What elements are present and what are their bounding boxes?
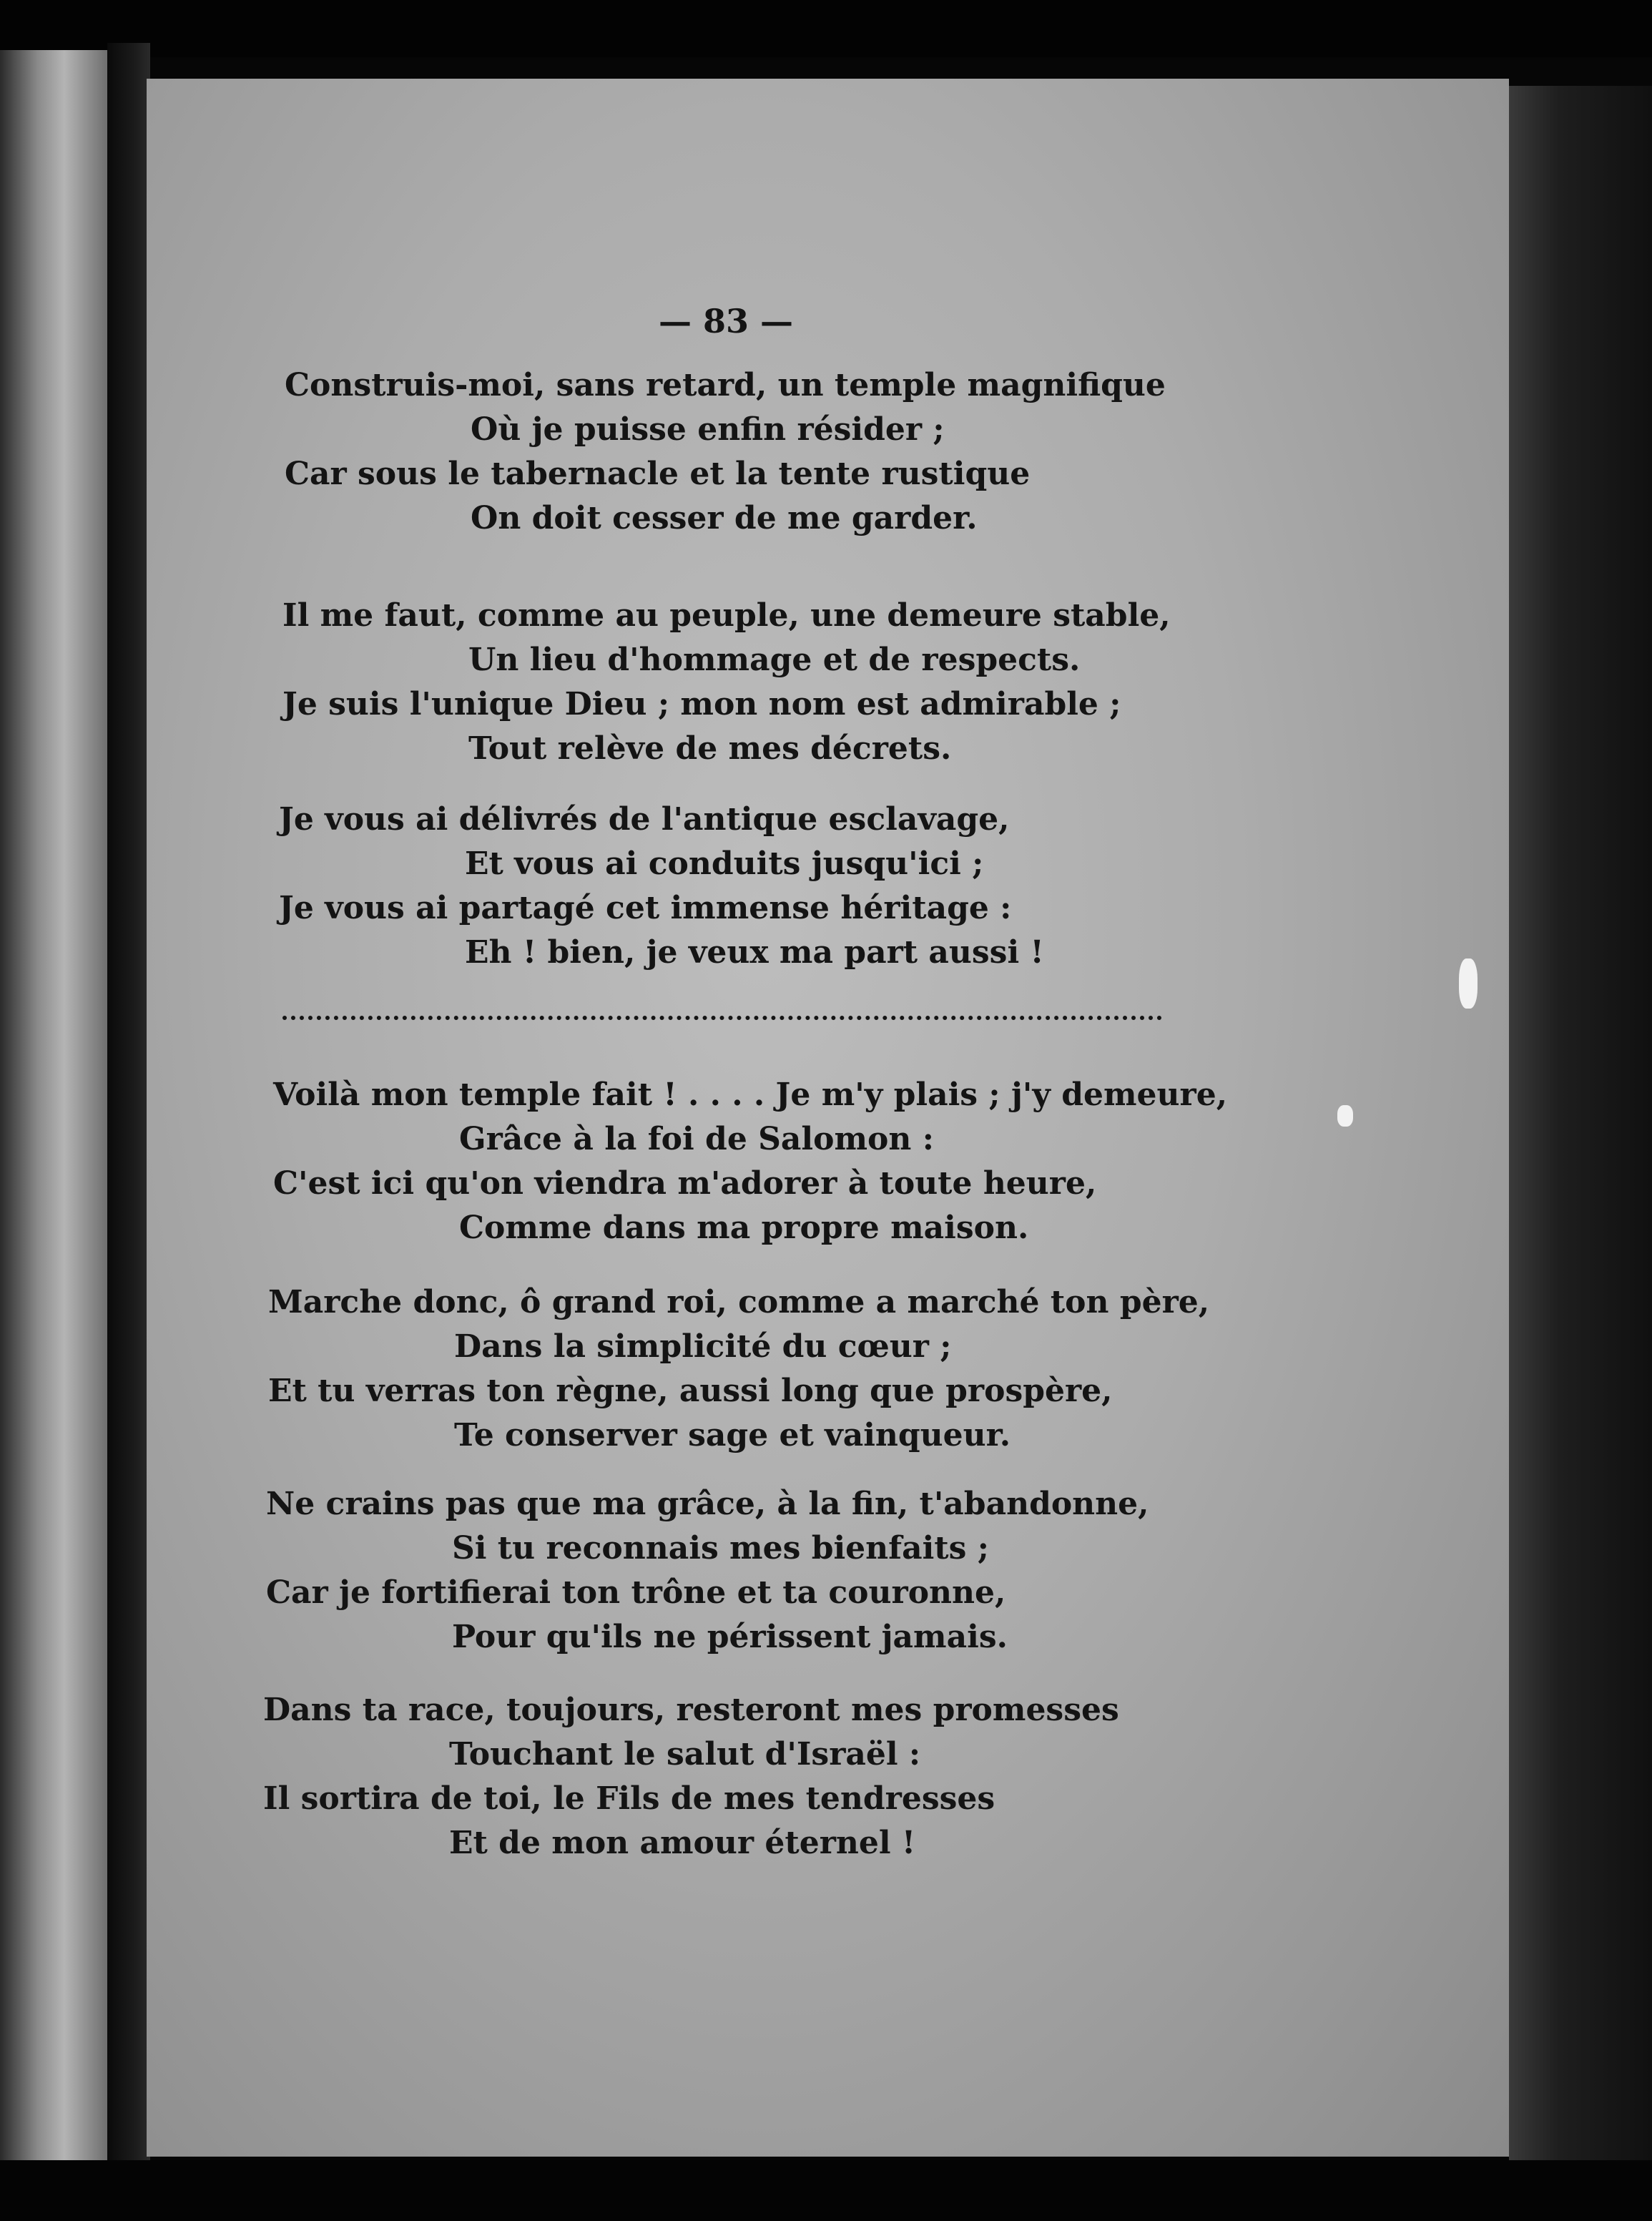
verse-line: Eh ! bien, je veux ma part aussi ! (465, 934, 1044, 971)
ellipsis-separator (282, 1016, 1162, 1020)
verse-line: Construis-moi, sans retard, un temple magnifique (285, 367, 1166, 403)
verse-line: Je vous ai délivrés de l'antique esclavage, (279, 801, 1010, 838)
stanza-6 (266, 1482, 1149, 1659)
page-number: — 83 — (658, 302, 794, 340)
stanza-3 (279, 798, 1044, 975)
stanza-2 (282, 594, 1171, 771)
verse-line: Marche donc, ô grand roi, comme a marché ton père, (268, 1284, 1210, 1320)
verse-line: Tout relève de mes décrets. (468, 730, 952, 767)
verse-line: Et vous ai conduits jusqu'ici ; (465, 845, 984, 882)
verse-line: Il sortira de toi, le Fils de mes tendresses (263, 1780, 995, 1817)
verse-line: Et de mon amour éternel ! (449, 1825, 916, 1861)
dust-speck (1337, 1105, 1353, 1127)
verse-line: Un lieu d'hommage et de respects. (468, 642, 1081, 678)
verse-line: Je suis l'unique Dieu ; mon nom est admirable ; (282, 686, 1121, 722)
stanza-1 (285, 363, 1166, 541)
verse-line: Voilà mon temple fait ! . . . . Je m'y plais ; j'y demeure, (273, 1077, 1228, 1113)
verse-line: C'est ici qu'on viendra m'adorer à toute heure, (273, 1165, 1097, 1202)
verse-line: Te conserver sage et vainqueur. (454, 1417, 1011, 1453)
binding-gutter (107, 43, 150, 2175)
verse-line: Ne crains pas que ma grâce, à la fin, t'abandonne, (266, 1486, 1149, 1522)
verse-line: Grâce à la foi de Salomon : (459, 1121, 934, 1157)
dust-speck (1459, 958, 1478, 1009)
verse-line: Dans ta race, toujours, resteront mes promesses (263, 1692, 1119, 1728)
verse-line: Il me faut, comme au peuple, une demeure stable, (282, 597, 1171, 634)
verse-line: Dans la simplicité du cœur ; (454, 1328, 952, 1365)
verse-line: Touchant le salut d'Israël : (449, 1736, 921, 1773)
stanza-5 (268, 1280, 1209, 1458)
verse-line: Où je puisse enfin résider ; (471, 411, 945, 448)
verse-line: On doit cesser de me garder. (471, 500, 978, 536)
stanza-7 (263, 1688, 1119, 1865)
film-border-top (0, 0, 1652, 57)
previous-page-strip (0, 50, 107, 2167)
stanza-4 (273, 1073, 1227, 1250)
page-edges-right (1509, 86, 1652, 2167)
verse-line: Car je fortifierai ton trône et ta couronne, (266, 1574, 1006, 1611)
verse-line: Car sous le tabernacle et la tente rustique (285, 456, 1031, 492)
verse-line: Si tu reconnais mes bienfaits ; (452, 1530, 989, 1567)
verse-line: Je vous ai partagé cet immense héritage : (279, 890, 1012, 926)
film-border-bottom (0, 2160, 1652, 2221)
verse-line: Comme dans ma propre maison. (459, 1210, 1029, 1246)
verse-line: Et tu verras ton règne, aussi long que prospère, (268, 1373, 1113, 1409)
verse-line: Pour qu'ils ne périssent jamais. (452, 1619, 1008, 1655)
